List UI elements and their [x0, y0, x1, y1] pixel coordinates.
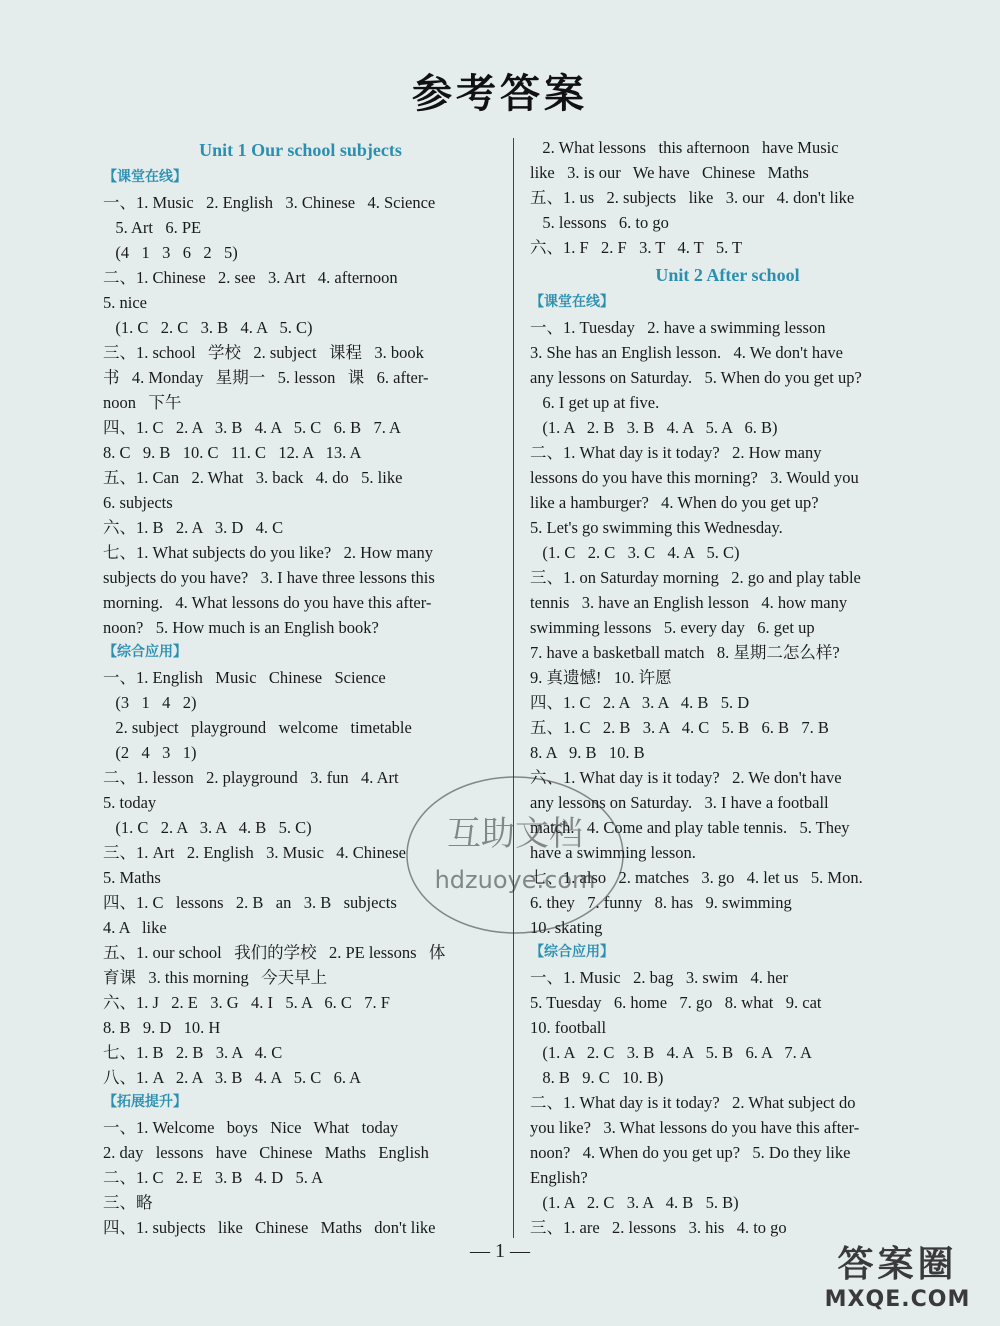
answer-line: 7. have a basketball match 8. 星期二怎么样? — [530, 643, 840, 662]
answer-line: noon? 4. When do you get up? 5. Do they like — [530, 1143, 851, 1162]
section-heading: 【综合应用】 — [530, 944, 614, 960]
answer-line: 5. Art 6. PE — [103, 218, 202, 237]
answer-line: noon? 5. How much is an English book? — [103, 618, 379, 637]
answer-line: 一、1. Music 2. bag 3. swim 4. her — [530, 968, 789, 987]
stamp-text-chinese: 互助文档 — [447, 814, 583, 854]
answer-line: noon 下午 — [103, 393, 182, 412]
answer-line: 书 4. Monday 星期一 5. lesson 课 6. after- — [103, 368, 429, 387]
page-number: — 1 — — [470, 1240, 530, 1262]
answer-line: 二、1. What day is it today? 2. What subject do — [530, 1093, 856, 1112]
answer-line: match. 4. Come and play table tennis. 5. They — [530, 818, 850, 837]
answer-line: (1. A 2. C 3. B 4. A 5. B 6. A 7. A — [530, 1043, 812, 1062]
answer-line: any lessons on Saturday. 3. I have a football — [530, 793, 829, 812]
answer-line: (4 1 3 6 2 5) — [103, 243, 238, 262]
answer-line: 5. nice — [103, 293, 147, 312]
answer-line: 八、1. A 2. A 3. B 4. A 5. C 6. A — [103, 1068, 362, 1087]
answer-line: 一、1. English Music Chinese Science — [103, 668, 386, 687]
answer-line: 七、1. What subjects do you like? 2. How many — [103, 543, 433, 562]
answer-line: (1. C 2. C 3. B 4. A 5. C) — [103, 318, 313, 337]
stamp-text-url: hdzuoye.com — [434, 866, 596, 894]
answer-line: 2. day lessons have Chinese Maths English — [103, 1143, 429, 1162]
answer-line: 六、1. What day is it today? 2. We don't have — [530, 768, 842, 787]
answer-line: 5. Maths — [103, 868, 161, 887]
answer-line: 4. A like — [103, 918, 167, 937]
section-heading: 【课堂在线】 — [530, 294, 614, 310]
answer-line: 五、1. our school 我们的学校 2. PE lessons 体 — [103, 943, 446, 962]
answer-line: 二、1. Chinese 2. see 3. Art 4. afternoon — [103, 268, 398, 287]
answer-line: 5. Tuesday 6. home 7. go 8. what 9. cat — [530, 993, 822, 1012]
answer-line: 四、1. subjects like Chinese Maths don't like — [103, 1218, 436, 1237]
logo-text: 答案圈 — [837, 1244, 958, 1285]
answer-line: 一、1. Tuesday 2. have a swimming lesson — [530, 318, 826, 337]
answer-line: 三、1. Art 2. English 3. Music 4. Chinese — [103, 843, 406, 862]
answer-line: 五、1. us 2. subjects like 3. our 4. don't like — [530, 188, 855, 207]
answer-line: 育课 3. this morning 今天早上 — [103, 968, 328, 987]
answer-line: 六、1. B 2. A 3. D 4. C — [103, 518, 284, 537]
answer-line: 六、1. J 2. E 3. G 4. I 5. A 6. C 7. F — [103, 993, 390, 1012]
answer-line: 七、1. also 2. matches 3. go 4. let us 5. Mon. — [530, 868, 863, 887]
answer-line: 六、1. F 2. F 3. T 4. T 5. T — [530, 238, 743, 257]
answer-line: morning. 4. What lessons do you have this after- — [103, 593, 432, 612]
answer-line: lessons do you have this morning? 3. Would you — [530, 468, 859, 487]
column-divider — [513, 138, 514, 1238]
answer-line: 8. A 9. B 10. B — [530, 743, 645, 762]
section-heading: 【综合应用】 — [103, 644, 187, 660]
unit-heading: Unit 2 After school — [655, 265, 800, 285]
answer-line: 五、1. C 2. B 3. A 4. C 5. B 6. B 7. B — [530, 718, 829, 737]
answer-line: (1. A 2. C 3. A 4. B 5. B) — [530, 1193, 739, 1212]
answer-line: tennis 3. have an English lesson 4. how many — [530, 593, 848, 612]
logo-url: MXQE.COM — [824, 1287, 971, 1312]
left-column — [103, 135, 498, 1240]
answer-line: 三、1. on Saturday morning 2. go and play table — [530, 568, 861, 587]
answer-line: 10. football — [530, 1018, 607, 1037]
answer-line: (1. C 2. C 3. C 4. A 5. C) — [530, 543, 740, 562]
unit-heading: Unit 1 Our school subjects — [199, 140, 402, 160]
answer-line: 6. I get up at five. — [530, 393, 660, 412]
answer-line: 10. skating — [530, 918, 603, 937]
answer-line: 二、1. C 2. E 3. B 4. D 5. A — [103, 1168, 324, 1187]
answer-line: 三、1. are 2. lessons 3. his 4. to go — [530, 1218, 787, 1237]
answer-line: 四、1. C 2. A 3. A 4. B 5. D — [530, 693, 750, 712]
answer-line: 一、1. Welcome boys Nice What today — [103, 1118, 399, 1137]
answer-line: 五、1. Can 2. What 3. back 4. do 5. like — [103, 468, 403, 487]
answer-line: 三、略 — [103, 1193, 153, 1212]
answer-line: like 3. is our We have Chinese Maths — [530, 163, 809, 182]
answer-line: 四、1. C 2. A 3. B 4. A 5. C 6. B 7. A — [103, 418, 401, 437]
answer-line: have a swimming lesson. — [530, 843, 696, 862]
right-column — [530, 135, 925, 1240]
answer-line: (2 4 3 1) — [103, 743, 197, 762]
answer-line: (3 1 4 2) — [103, 693, 197, 712]
answer-line: 6. they 7. funny 8. has 9. swimming — [530, 893, 792, 912]
answer-line: 8. B 9. D 10. H — [103, 1018, 221, 1037]
answer-line: 3. She has an English lesson. 4. We don't have — [530, 343, 843, 362]
answer-line: like a hamburger? 4. When do you get up? — [530, 493, 819, 512]
watermark-stamp — [400, 770, 630, 940]
section-heading: 【课堂在线】 — [103, 169, 187, 185]
watermark-logo — [805, 1236, 990, 1316]
answer-line: subjects do you have? 3. I have three lessons this — [103, 568, 435, 587]
answer-line: 5. Let's go swimming this Wednesday. — [530, 518, 783, 537]
answer-line: 5. today — [103, 793, 157, 812]
answer-line: English? — [530, 1168, 588, 1187]
answer-line: 二、1. What day is it today? 2. How many — [530, 443, 822, 462]
answer-line: (1. A 2. B 3. B 4. A 5. A 6. B) — [530, 418, 778, 437]
answer-line: 二、1. lesson 2. playground 3. fun 4. Art — [103, 768, 399, 787]
answer-line: 9. 真遗憾! 10. 许愿 — [530, 668, 672, 687]
answer-line: swimming lessons 5. every day 6. get up — [530, 618, 815, 637]
answer-line: 2. subject playground welcome timetable — [103, 718, 412, 737]
answer-line: 一、1. Music 2. English 3. Chinese 4. Science — [103, 193, 436, 212]
answer-line: any lessons on Saturday. 5. When do you get up? — [530, 368, 862, 387]
answer-line: 5. lessons 6. to go — [530, 213, 669, 232]
answer-line: 四、1. C lessons 2. B an 3. B subjects — [103, 893, 397, 912]
answer-line: 七、1. B 2. B 3. A 4. C — [103, 1043, 283, 1062]
answer-line: 2. What lessons this afternoon have Music — [530, 138, 839, 157]
page-title: 参考答案 — [412, 71, 588, 117]
section-heading: 【拓展提升】 — [103, 1094, 187, 1110]
answer-line: 6. subjects — [103, 493, 173, 512]
answer-line: 8. C 9. B 10. C 11. C 12. A 13. A — [103, 443, 362, 462]
answer-line: 8. B 9. C 10. B) — [530, 1068, 664, 1087]
answer-line: 三、1. school 学校 2. subject 课程 3. book — [103, 343, 424, 362]
answer-line: (1. C 2. A 3. A 4. B 5. C) — [103, 818, 312, 837]
answer-line: you like? 3. What lessons do you have this after- — [530, 1118, 860, 1137]
